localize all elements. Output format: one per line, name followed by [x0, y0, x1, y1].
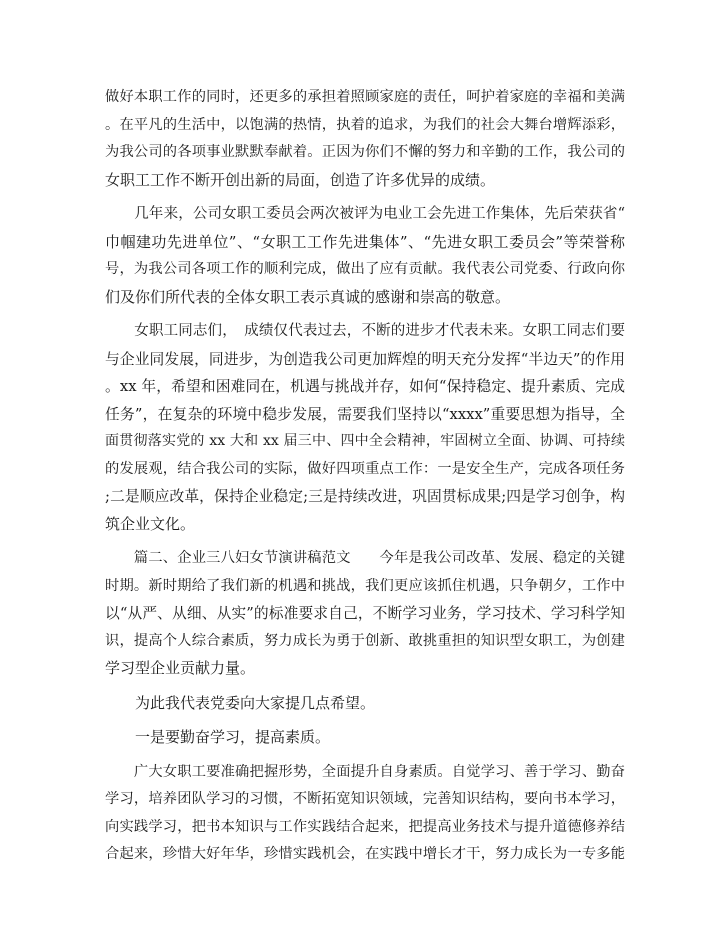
text-line: 为此我代表党委向大家提几点希望。	[105, 693, 376, 712]
text-line: 女职工同志们， 成绩仅代表过去，不断的进步才代表未来。女职工同志们要	[105, 323, 625, 339]
text-line: 时期。新时期给了我们新的机遇和挑战，我们更应该抓住机遇，只争朝夕，工作中	[105, 577, 625, 594]
text-line: 们及你们所代表的全体女职工表示真诚的感谢和崇高的敬意。	[105, 287, 511, 306]
paragraph-gap	[105, 683, 625, 690]
paragraph	[105, 759, 625, 869]
paragraph-gap	[105, 311, 625, 318]
text-line: 为我公司的各项事业默默奉献着。正因为你们不懈的努力和辛勤的工作，我公司的	[105, 144, 625, 160]
text-line: 。在平凡的生活中，以饱满的热情，执着的追求，为我们的社会大舞台增辉添彩，	[105, 116, 625, 133]
text-line: 学习型企业贡献力量。	[105, 659, 256, 677]
text-line: ;二是顺应改革，保持企业稳定;三是持续改进，巩固贯标成果;四是学习创争，构	[105, 488, 625, 505]
text-line: 任务”，在复杂的环境中稳步发展，需要我们坚持以“xxxx”重要思想为指导，全	[105, 405, 625, 423]
text-line: 几年来，公司女职工委员会两次被评为电业工会先进工作集体，先后荣获省“	[105, 206, 625, 222]
text-line: 面贯彻落实党的 xx 大和 xx 届三中、四中全会精神，牢固树立全面、协调、可持续	[105, 433, 625, 449]
paragraph-gap	[105, 752, 625, 759]
paragraph	[105, 690, 625, 718]
paragraph	[105, 545, 625, 683]
text-line: 学习，培养团队学习的习惯，不断拓宽知识领域，完善知识结构，要向书本学习，	[105, 791, 625, 807]
paragraph	[105, 724, 625, 752]
text-line: 以“从严、从细、从实”的标准要求自己，不断学习业务，学习技术、学习科学知	[105, 605, 625, 622]
text-line: 筑企业文化。	[105, 514, 196, 533]
text-line: 做好本职工作的同时，还更多的承担着照顾家庭的责任，呵护着家庭的幸福和美满	[105, 89, 625, 105]
text-line: 巾帼建功先进单位”、“女职工工作先进集体”、“先进女职工委员会”等荣誉称	[105, 232, 625, 251]
paragraph	[105, 201, 625, 311]
text-line: 合起来，珍惜大好年华，珍惜实践机会，在实践中增长才干，努力成长为一专多能	[105, 846, 625, 862]
paragraph	[105, 84, 625, 194]
paragraph	[105, 318, 625, 538]
paragraph-gap	[105, 538, 625, 545]
text-line: 篇二、企业三八妇女节演讲稿范文 今年是我公司改革、发展、稳定的关键	[105, 550, 625, 566]
text-line: 。xx 年，希望和困难同在，机遇与挑战并存，如何“保持稳定、提升素质、完成	[105, 378, 625, 395]
text-line: 识，提高个人综合素质，努力成长为勇于创新、敢挑重担的知识型女职工，为创建	[105, 632, 625, 649]
paragraph-gap	[105, 717, 625, 724]
text-line: 一是要勤奋学习，提高素质。	[105, 728, 331, 746]
text-line: 与企业同发展，同进步，为创造我公司更加辉煌的明天充分发挥“半边天”的作用	[105, 350, 625, 368]
paragraph-gap	[105, 194, 625, 201]
document-body	[105, 84, 625, 869]
text-line: 号，为我公司各项工作的顺利完成，做出了应有贡献。我代表公司党委、行政向你	[105, 261, 625, 277]
text-line: 女职工工作不断开创出新的局面，创造了许多优异的成绩。	[105, 170, 496, 189]
text-line: 广大女职工要准确把握形势，全面提升自身素质。自觉学习、善于学习、勤奋	[105, 763, 625, 780]
text-line: 向实践学习，把书本知识与工作实践结合起来，把提高业务技术与提升道德修养结	[105, 818, 625, 835]
text-line: 的发展观，结合我公司的实际，做好四项重点工作：一是安全生产，完成各项任务	[105, 460, 625, 477]
